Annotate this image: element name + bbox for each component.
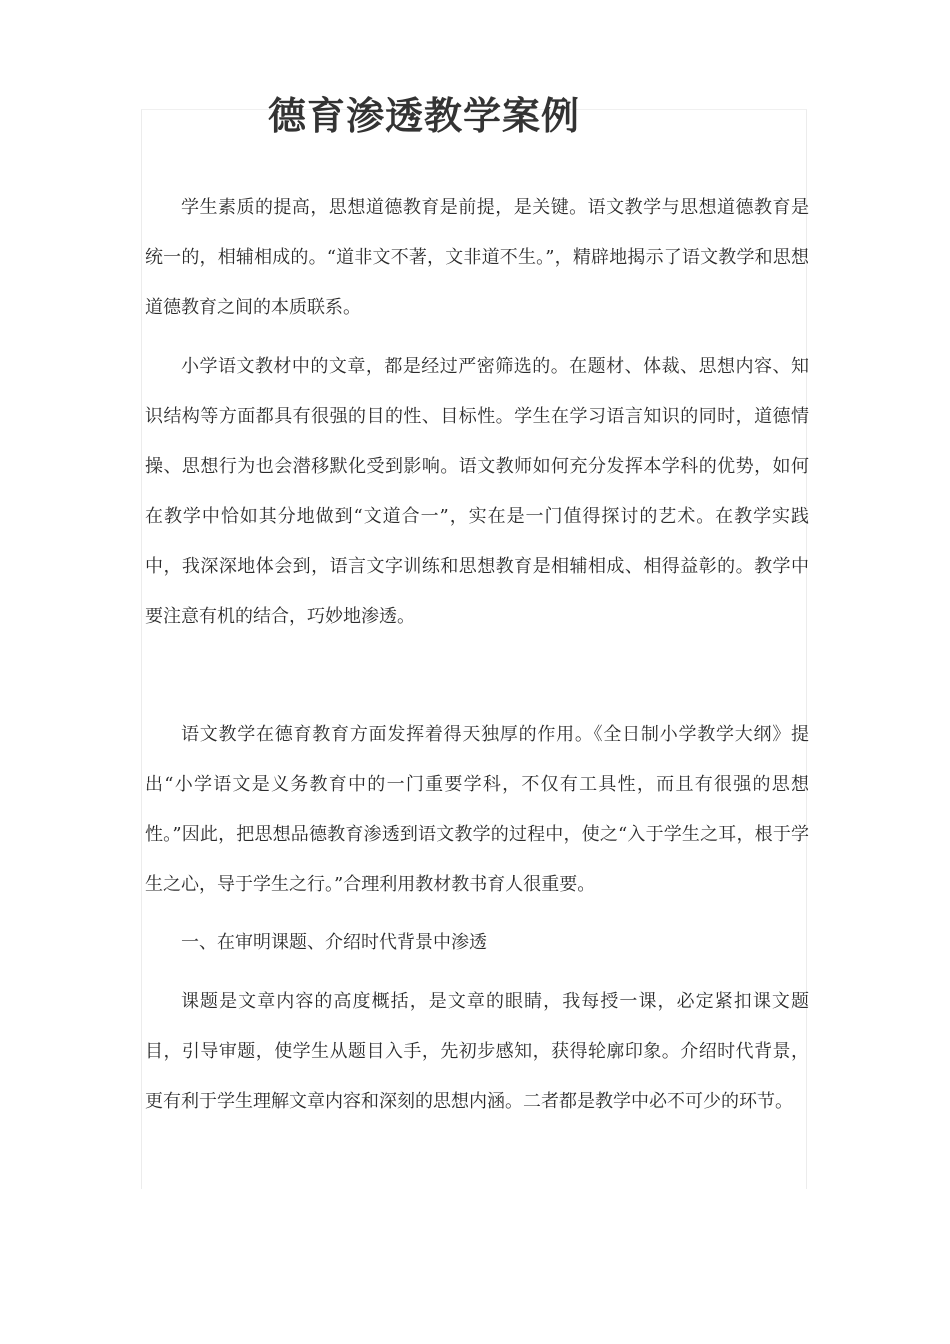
paragraph-title-background: 课题是文章内容的高度概括，是文章的眼睛，我每授一课，必定紧扣课文题目，引导审题，使学生从题目入手，先初步感知，获得轮廓印象。介绍时代背景，更有利于学生理解文章内容和深刻的思想内涵。二者都是教学中必不可少的环节。 [145, 991, 809, 1112]
section-heading-1: 一、在审明课题、介绍时代背景中渗透 [181, 932, 487, 953]
section-heading-block [145, 918, 809, 968]
paragraph-block-4 [145, 977, 809, 1127]
paragraph-block-2 [145, 342, 809, 642]
paragraph-intro: 学生素质的提高，思想道德教育是前提，是关键。语文教学与思想道德教育是统一的，相辅相成的。“道非文不著，文非道不生。”，精辟地揭示了语文教学和思想道德教育之间的本质联系。 [145, 197, 809, 318]
paragraph-syllabus: 语文教学在德育教育方面发挥着得天独厚的作用。《全日制小学教学大纲》提出“小学语文是义务教育中的一门重要学科，不仅有工具性，而且有很强的思想性。”因此，把思想品德教育渗透到语文教学的过程中，使之“入于学生之耳，根于学生之心，导于学生之行。”合理利用教材教书育人很重要。 [145, 724, 809, 895]
document-title: 德育渗透教学案例 [268, 94, 581, 138]
paragraph-block-1 [145, 183, 809, 333]
paragraph-textbook: 小学语文教材中的文章，都是经过严密筛选的。在题材、体裁、思想内容、知识结构等方面都具有很强的目的性、目标性。学生在学习语言知识的同时，道德情操、思想行为也会潜移默化受到影响。语文教师如何充分发挥本学科的优势，如何在教学中恰如其分地做到“文道合一”，实在是一门值得探讨的艺术。在教学实践中，我深深地体会到，语言文字训练和思想教育是相辅相成、相得益彰的。教学中要注意有机的结合，巧妙地渗透。 [145, 356, 809, 627]
paragraph-block-3 [145, 710, 809, 910]
